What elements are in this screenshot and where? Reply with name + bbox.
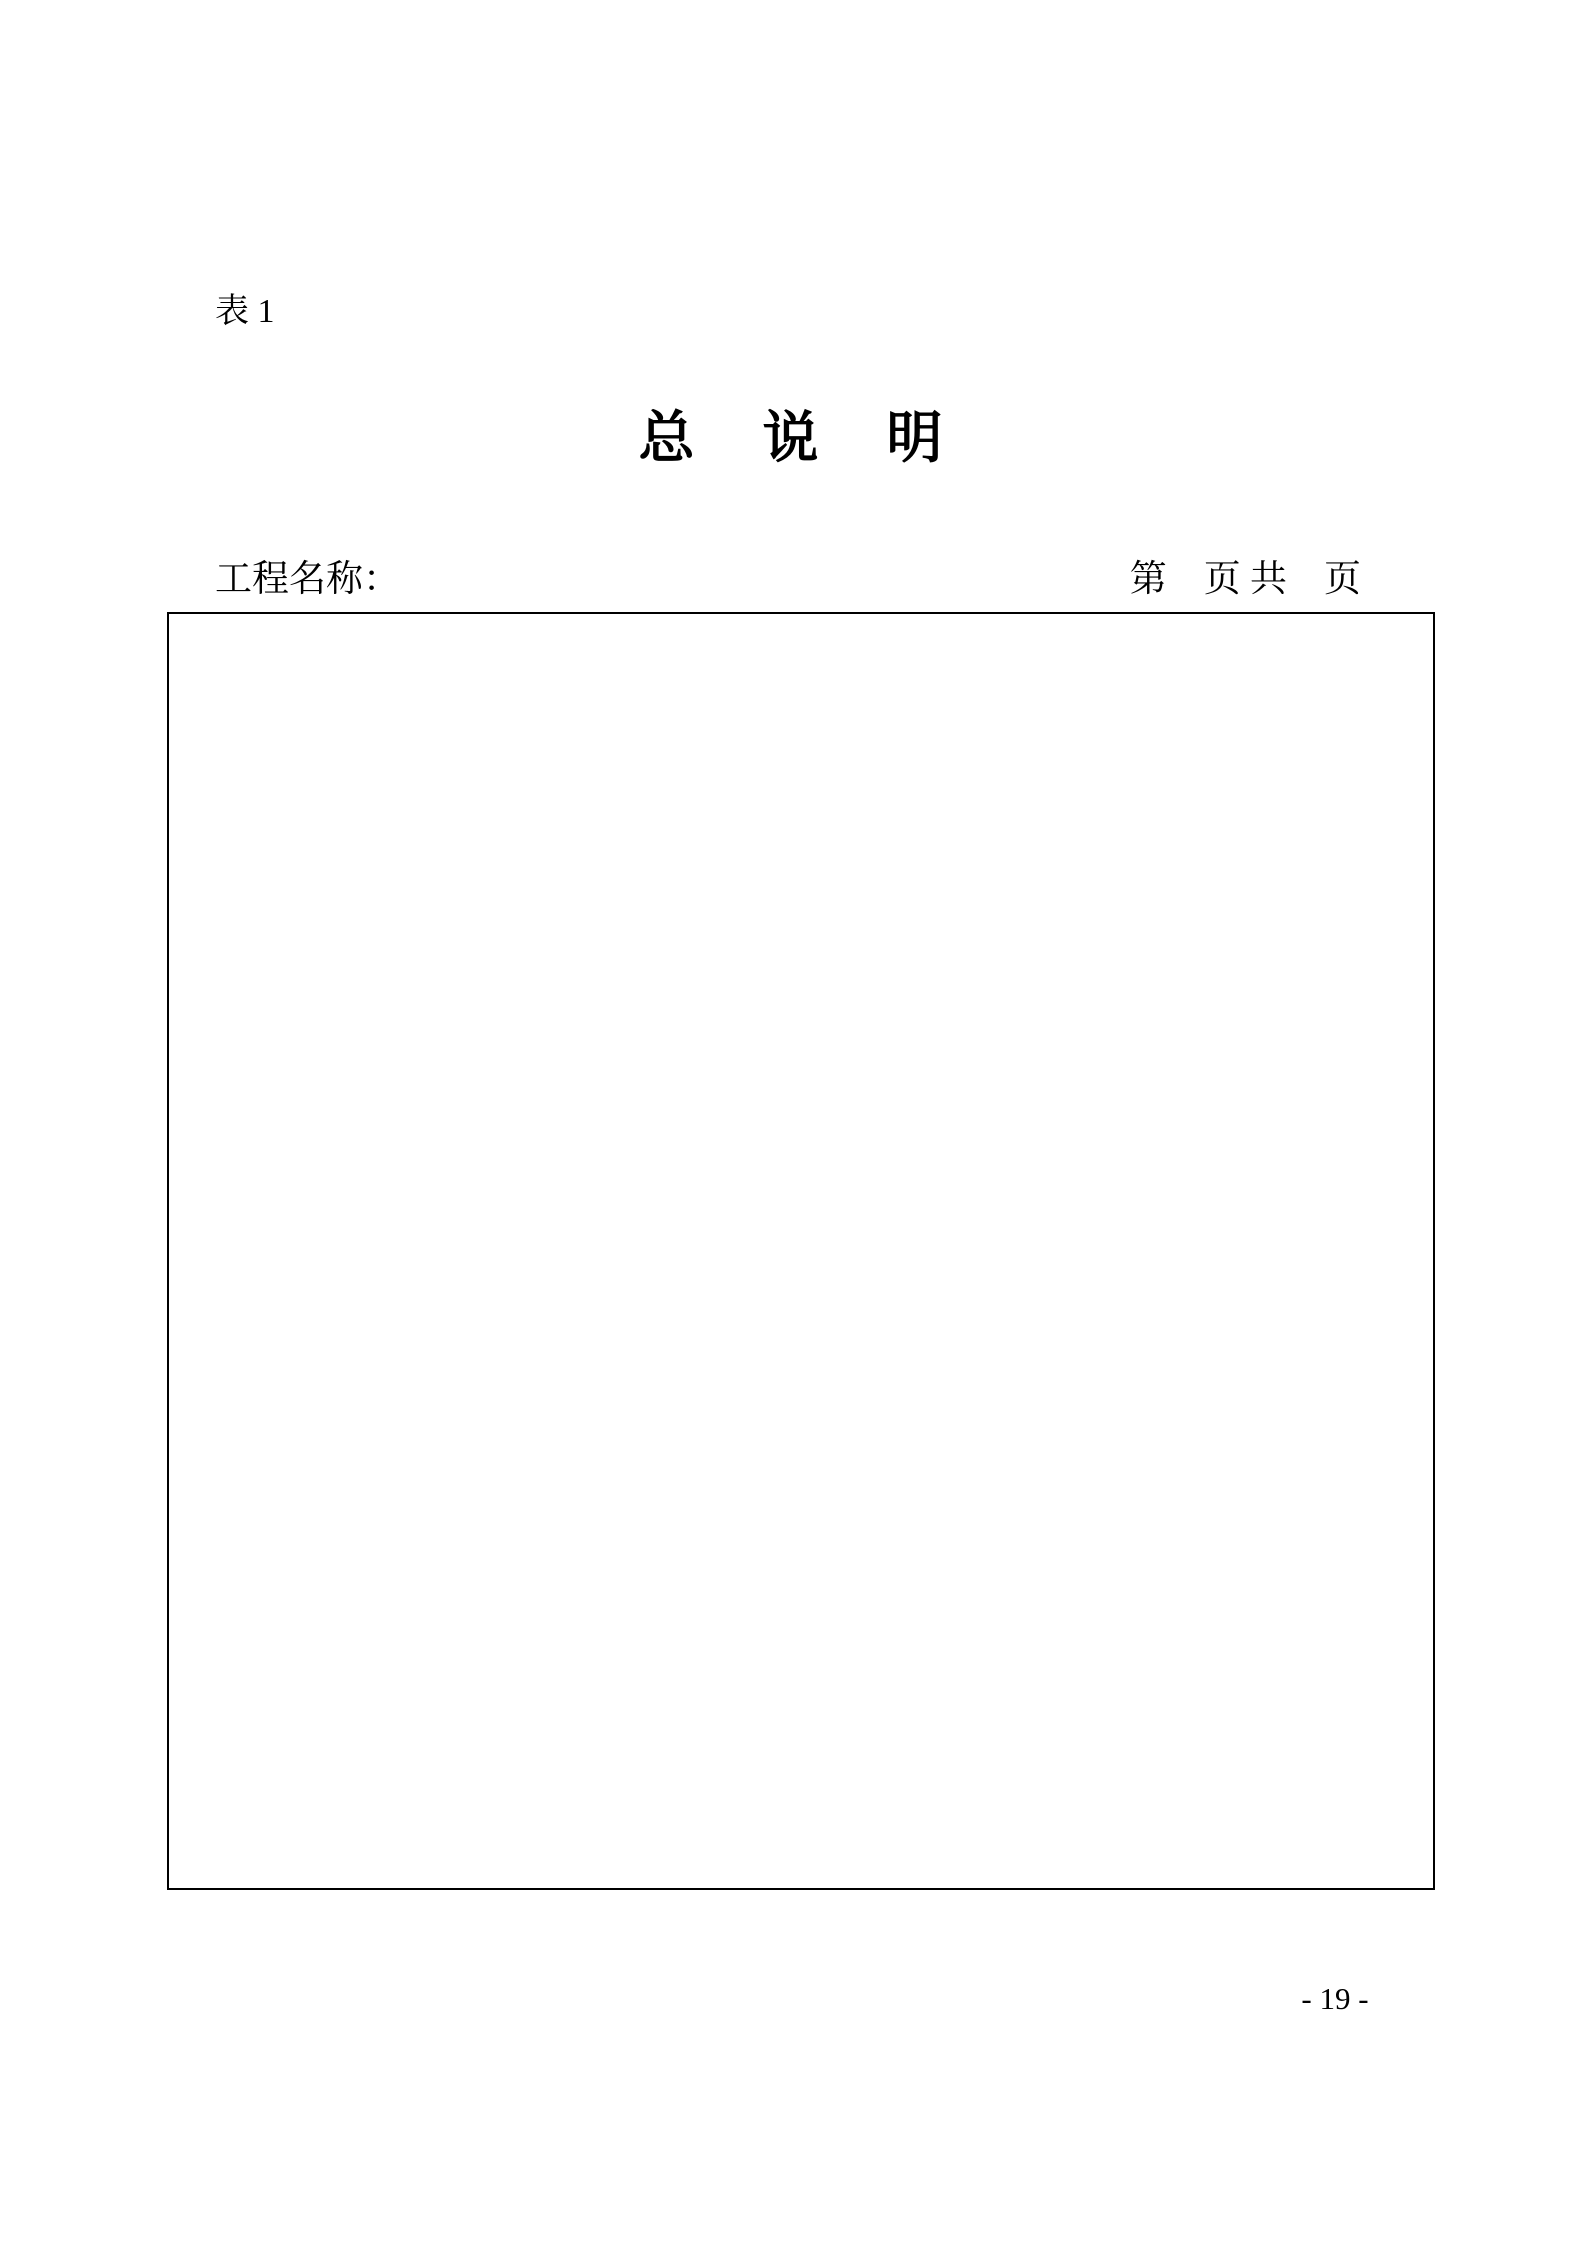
general-notes-box bbox=[167, 612, 1435, 1890]
meta-row bbox=[167, 558, 1435, 602]
page-number: - 19 - bbox=[1301, 1981, 1369, 2016]
page-counter-label: 第 页 共 页 bbox=[1129, 559, 1361, 600]
table-label: 表 1 bbox=[215, 293, 275, 330]
page-title: 总 说 明 bbox=[638, 408, 949, 470]
project-name-label: 工程名称： bbox=[215, 559, 400, 600]
